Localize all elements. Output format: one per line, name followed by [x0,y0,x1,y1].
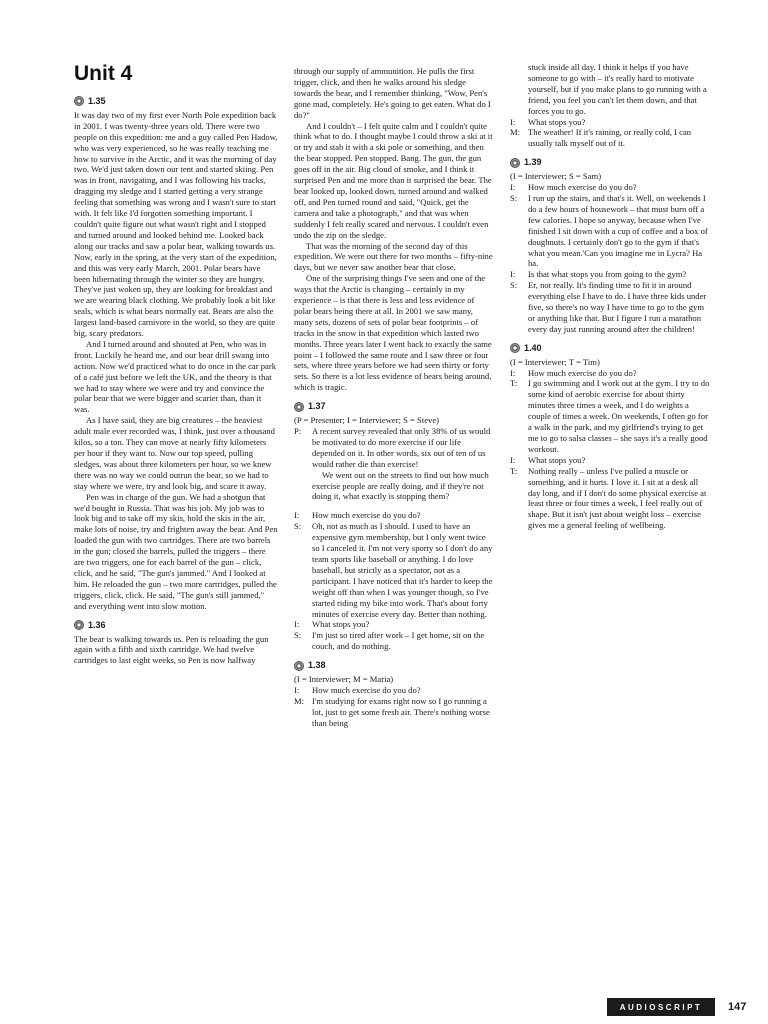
page-number: 147 [728,1001,747,1013]
paragraph: Pen was in charge of the gun. We had a shotgun that we'd bought in Russia. That was his job. My job was to look big and to take off my skis, hold the skis in the air, make lots of noise, try and frighten away the bear. And Pen loaded the gun with two cartridges. There are two barrels in the gun; closed the barrels, pulled the triggers – there are two triggers, one for each barrel of the gun – click, click, and he said, "The gun's jammed." And I looked at him. He reloaded the gun – two more cartridges, pulled the triggers, click, click. He said, "The gun's still jammed," and everything went into slow motion. [74,491,278,611]
dialogue-line: T: I go swimming and I work out at the gym. I try to do some kind of aerobic exercise for about thirty minutes three times a week, and I do weights a couple of times a week. On weekends, I often go for a walk in the park, and my girlfriend's trying to get me to go to salsa classes – she says it's a really good workout. [510,378,710,454]
dialogue-line: P: A recent survey revealed that only 38% of us would be motivated to do more exercise if our life depended on it. In other words, six out of ten of us would rather die than exercise! [294,426,491,469]
audio-cd-icon [74,620,84,630]
dialogue-line: S: I'm just so tired after work – I get home, sit on the couch, and do nothing. [294,630,485,652]
column-3 [510,62,710,531]
paragraph: And I couldn't – I felt quite calm and I couldn't quite think what to do. I thought maybe I could throw a ski at it or try and stab it with a ski pole or something, and then the bear stopped. Pen stopped. Bang. The gun, the gun goes off in the air. Big cloud of smoke, and I think it surprised Pen and me more than it surprised the bear. The bear looked up, looked down, turned around and walked off, and Pen turned round and said, "Quick, get the camera and take a photograph," and that was when suddenly I felt really scared and nervous. I couldn't even undo the zip on the sledge. [294,120,493,240]
column-2 [294,66,494,729]
dialogue-line: I: Is that what stops you from going to the gym? [510,269,687,280]
audio-cd-icon [294,661,304,671]
dialogue-line: We went out on the streets to find out how much exercise people are really doing, and if they're not doing it, what exactly is stopping them? [312,469,489,502]
dialogue-line: M: The weather! If it's raining, or really cold, I can usually talk myself out of it. [510,127,692,149]
audioscript-footer-label: AUDIOSCRIPT [607,998,715,1016]
dialogue-line: I: How much exercise do you do? [294,684,421,695]
track-1-35: 1.35 [74,96,278,107]
speaker-key: (I = Interviewer; M = Maria) [294,674,394,685]
dialogue-line: stuck inside all day. I think it helps if you have someone to go with – it's really hard to motivate yourself, but if you make plans to go running with a friend, you feel you can't let them down, and that forces you to go. [528,62,707,116]
dialogue-line: I: How much exercise do you do? [510,367,637,378]
dialogue-line: I: How much exercise do you do? [510,182,637,193]
audio-cd-icon [294,402,304,412]
track-1-38: 1.38 [294,660,494,671]
dialogue-line: S: I run up the stairs, and that's it. Well, on weekends I do a few hours of housework – that must burn off a few calories. I hope so anyway, because when I've finished I sit down with a cup of coffee and a box of doughnuts. I certainly don't go to the gym if that's what you mean.'Can you imagine me in Lycra? Ha ha. [510,192,708,269]
track-1-37: 1.37 [294,401,494,412]
paragraph: That was the morning of the second day of this expedition. We were out there for two months – fifty-nine days, but we never saw another bear that close. [294,240,493,273]
audio-cd-icon [74,96,84,106]
paragraph: And I turned around and shouted at Pen, who was in front. Luckily he heard me, and our bear drill swang into action. Now we'd practiced what to do once in the car park of a café just before we left the UK, and the theory is that we had to stay where we were and try and convince the polar bear that we were bigger and scarier than, than it was. [74,338,276,415]
paragraph: Now, early in the spring, at the very start of the expedition, and this was very early March, 2001. Polar bears have been hibernating through the winter so they are hungry. They've just woken up, they are looking for breakfast and we are wearing black clothing. We probably look a bit like seals, which is what bears normally eat. Bears are also the largest land-based carnivore in the world, so they are quite big, scary predators. [74,251,277,339]
track-1-36: 1.36 [74,620,278,631]
paragraph: The bear is walking towards us. Pen is reloading the gun again with a fifth and sixth cartridge. We had twelve cartridges to last eight weeks, so Pen is now halfway [74,633,269,666]
dialogue-line: I: What stops you? [294,619,370,630]
paragraph: It was day two of my first ever North Pole expedition back in 2001. I was twenty-three years old. There were two people on this expedition: me and a guy called Pen Hadow, who was very experienced, so he was really teaching me how to survive in the Arctic, and it was the morning of day two. We'd just taken down our tent and started skiing. Pen was in front, navigating, and I was following his tracks, dragging my sledge and I started getting a very strange feeling that something was wrong and I wasn't sure to start with. It felt like I'd forgotten something important. I couldn't quite figure out what wasn't right and I stopped and turned around and looked behind me. Looked back along our tracks and saw a polar bear, walking towards us. [74,109,278,251]
paragraph: One of the surprising things I've seen and one of the ways that the Arctic is changing – certainly in my experience – is that there is less and less evidence of polar bears being there at all. In 2001 we saw many, many sets, dozens of sets of polar bear footprints – of tracks in the snow in that expedition which lasted two months. Three years later I went back to exactly the same point – I followed the same route and I saw three or four sets, where three years before we had seen thirty or forty sets. So there is a lot less evidence of bears being around, which is tragic. [294,273,492,393]
dialogue-line: I: How much exercise do you do? [294,510,421,521]
speaker-key: (I = Interviewer; T = Tim) [510,356,600,367]
audio-cd-icon [510,343,520,353]
unit-title: Unit 4 [74,62,133,85]
paragraph: As I have said, they are big creatures – the heaviest adult male ever recorded was, I think, just over a thousand kilos, so a ton. They can move at nearly fifty kilometers per hour if they want to. Now our top speed, pulling sledges, was about three kilometers per hour, so we knew there was no way we could outrun the bear, so we had to stay where we were, try and look big, and scare it away. [74,415,275,491]
speaker-key: (P = Presenter; I = Interviewer; S = Steve) [294,415,439,426]
dialogue-line: S: Er, not really. It's finding time to fit it in around everything else I have to do. I have three kids under five, so there's no way I have time to go to the gym or anything like that. But I figure I run a marathon every day just running around after the children! [510,280,707,334]
dialogue-line: T: Nothing really – unless I've pulled a muscle or something, and it hurts. I love it. I sit at a desk all day long, and if I don't do some physical exercise at least three or four times a week, I feel really out of shape. But it isn't just about weight loss – exercise gives me a general feeling of wellbeing. [510,465,707,531]
track-1-40: 1.40 [510,343,710,354]
paragraph: through our supply of ammunition. He pulls the first trigger, click, and then he walks around his sledge towards the bear, and I remember thinking, "Wow, Pen's gone mad, completely. He's going to get eaten. What do I do?" [294,66,491,120]
track-1-39: 1.39 [510,157,710,168]
dialogue-line: I: What stops you? [510,116,586,127]
audio-cd-icon [510,158,520,168]
dialogue-line: I: What stops you? [510,454,586,465]
dialogue-line: M: I'm studying for exams right now so I go running a lot, just to get some fresh air. There's nothing worse than being [294,695,490,728]
dialogue-line: S: Oh, not as much as I should. I used to have an expensive gym membership, but I only went twice so I canceled it. I'm not very sporty so I don't do any team sports like baseball or anything. I do love baseball, but strictly as a spectator, not as a participant. I have noticed that it's harder to keep the weight off than when I was younger though, so I've started riding my bike into work. That's about forty minutes of exercise every day. Better than nothing. [294,521,493,619]
speaker-key: (I = Interviewer; S = Sam) [510,171,602,182]
column-1 [74,62,278,666]
